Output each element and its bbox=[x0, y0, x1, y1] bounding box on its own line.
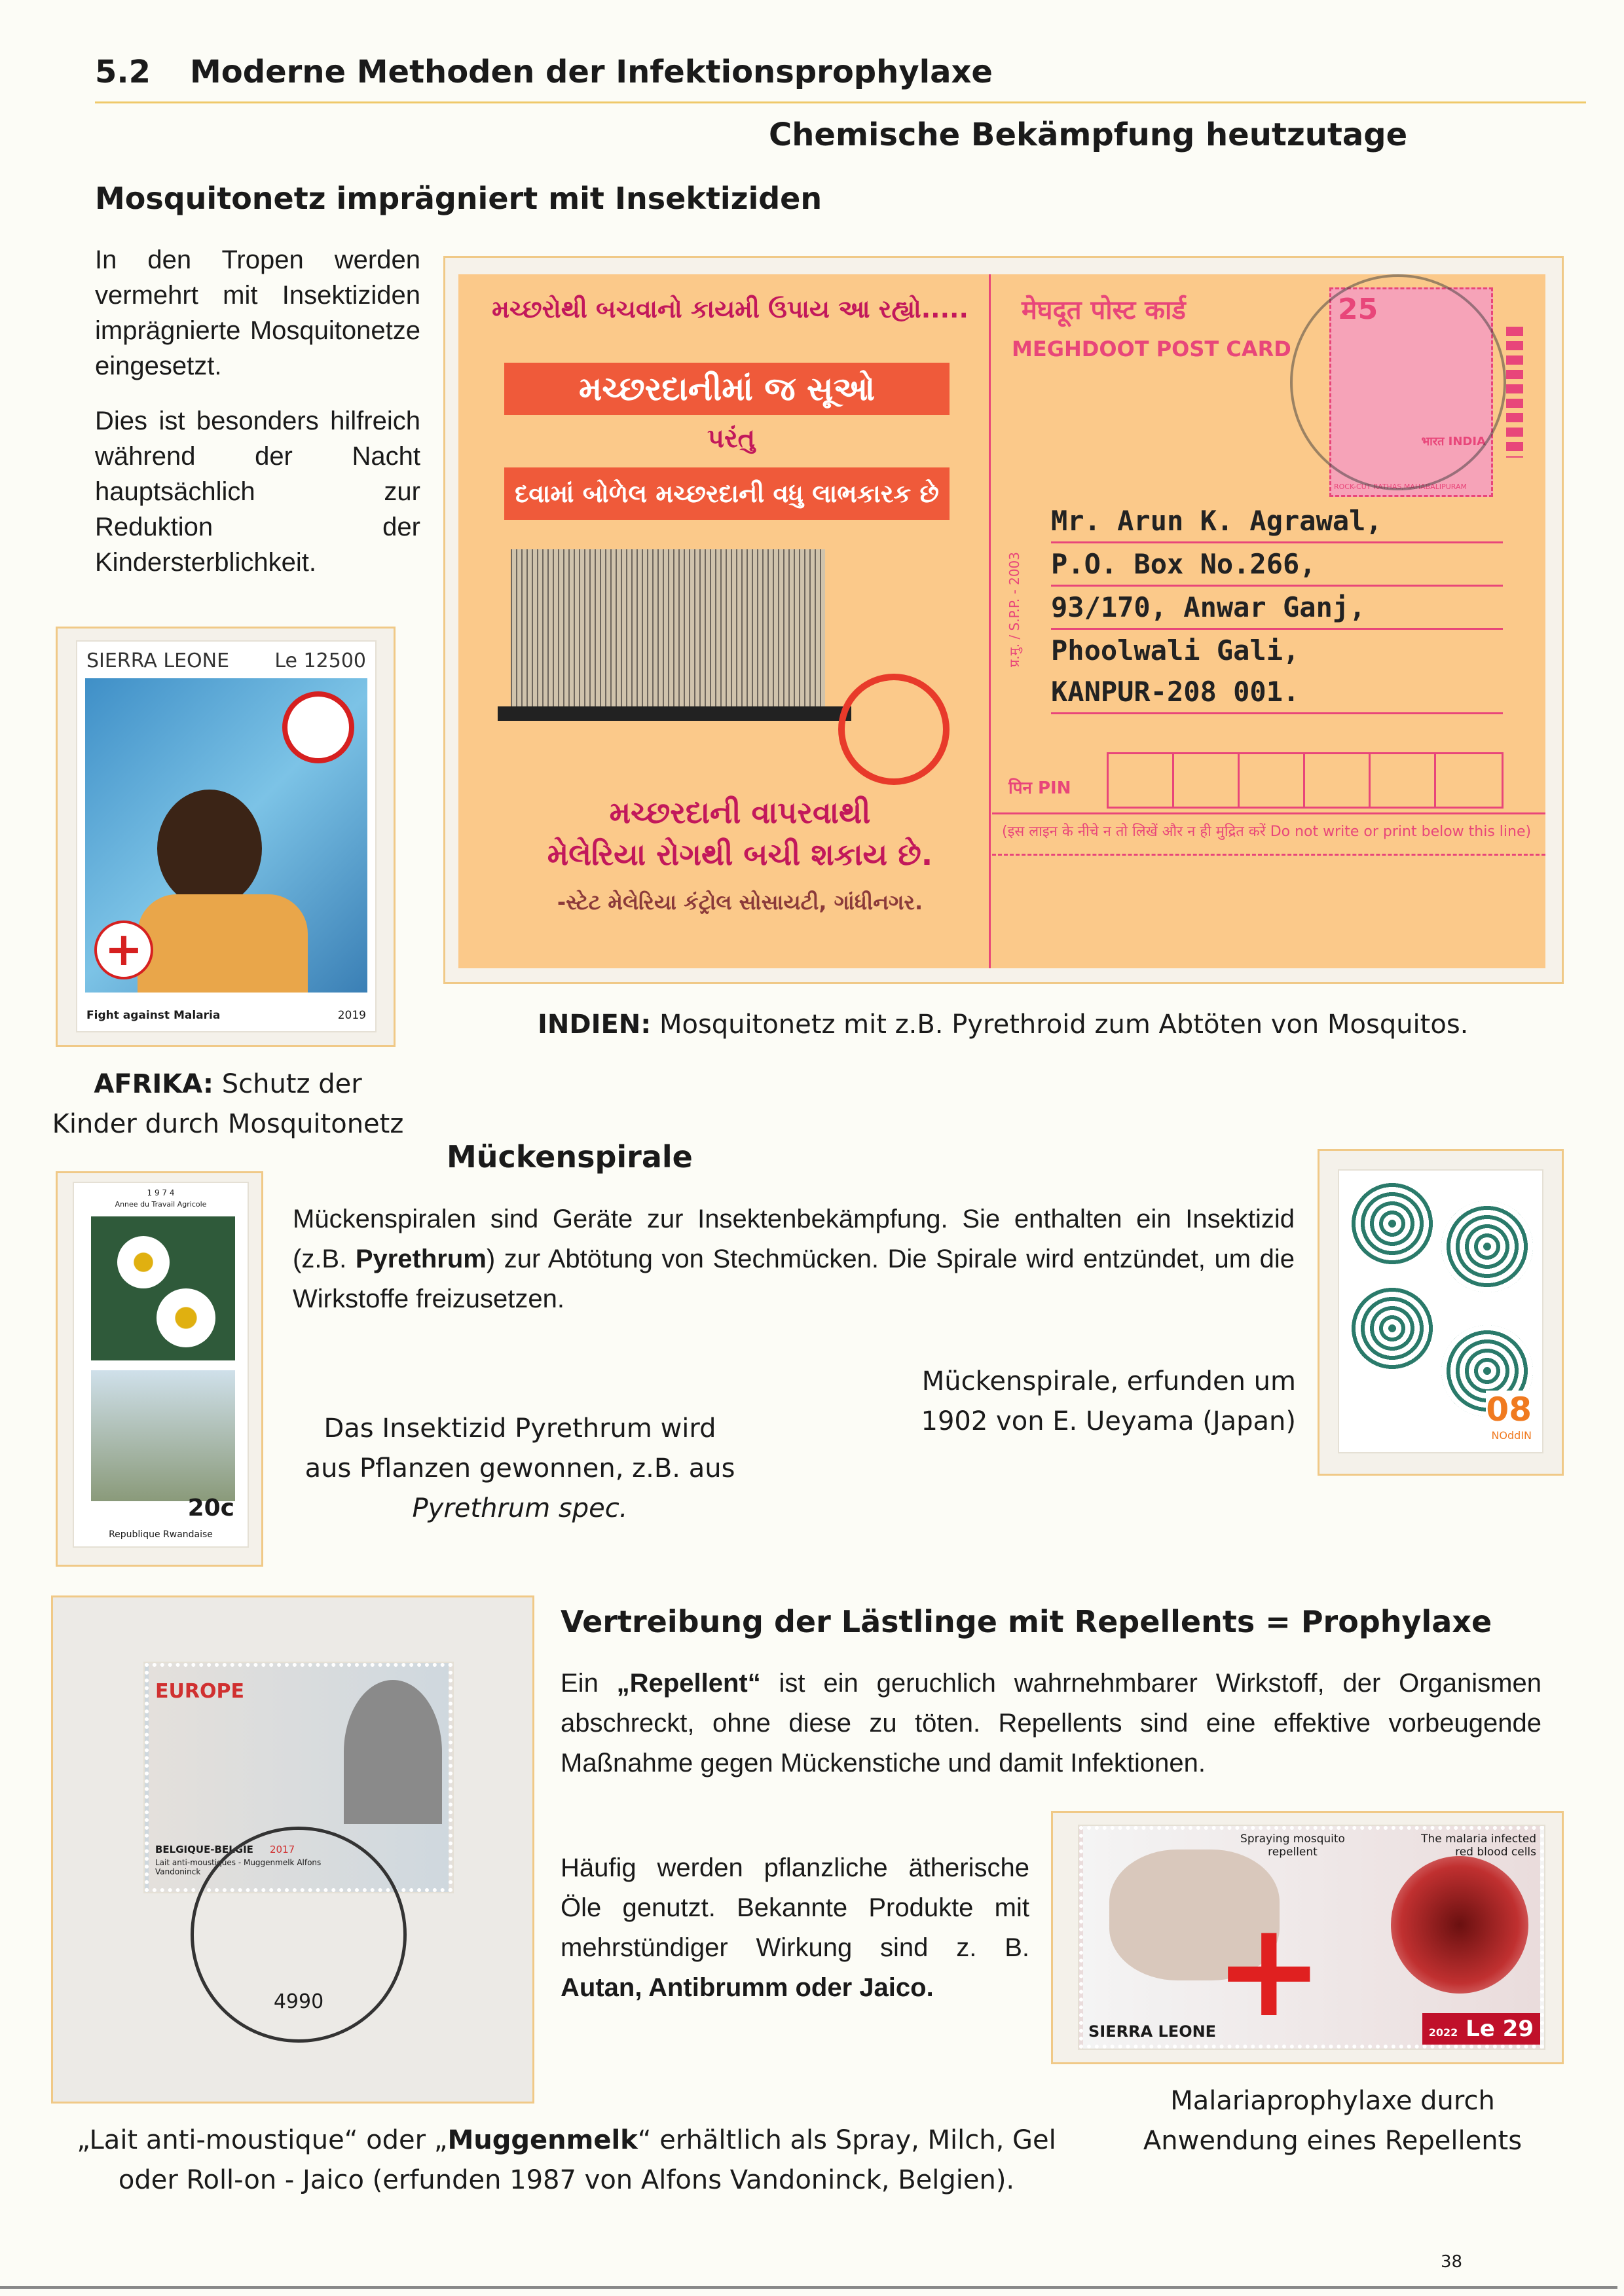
red-cross-icon: + bbox=[94, 920, 153, 979]
stamp-rwanda: 1 9 7 4 Annee du Travail Agricole 20c Republique Rwandaise bbox=[74, 1183, 248, 1546]
net-para-2: Dies ist besonders hilfreich während der Nacht hauptsächlich zur Reduktion der Kindersterblichkeit. bbox=[95, 407, 420, 577]
net-para-1: In den Tropen werden vermehrt mit Insektiziden imprägnierte Mosquitonetze eingesetzt. bbox=[95, 246, 420, 380]
postcard-code: प्र.मु. / S.P.P. - 2003 bbox=[1006, 552, 1022, 667]
stamp-mosquito-coil: 08 NOddIN bbox=[1339, 1171, 1542, 1452]
stamp-sierra-leone-frame bbox=[56, 627, 396, 1047]
page-edge bbox=[0, 2286, 1617, 2289]
red-cross-icon: + bbox=[1214, 1894, 1324, 2047]
imprinted-stamp: 25 भारत INDIA ROCK-CUT RATHAS,MAHABALIPURAM bbox=[1329, 287, 1493, 497]
caption-ueyama: Mückenspirale, erfunden um 1902 von E. Ueyama (Japan) bbox=[921, 1366, 1296, 1436]
no-mosquito-icon bbox=[838, 674, 950, 785]
phosphor-bars bbox=[1506, 327, 1523, 458]
mosquito-net-illustration bbox=[511, 549, 825, 706]
pin-boxes bbox=[1107, 752, 1504, 809]
caption-africa: AFRIKA: Schutz der Kinder durch Mosquitonetz bbox=[52, 1069, 404, 1139]
page-number: 38 bbox=[1441, 2252, 1463, 2272]
pin-label: पिन PIN bbox=[1008, 778, 1071, 798]
stamp-country: SIERRA LEONE bbox=[86, 649, 230, 672]
stamp-picture bbox=[85, 678, 367, 993]
caption-india: INDIEN: Mosquitonetz mit z.B. Pyrethroid zum Abtöten von Mosquitos. bbox=[538, 1010, 1469, 1040]
stamp-japan-frame bbox=[1318, 1149, 1564, 1476]
stamp-sierra-leone bbox=[77, 642, 375, 1031]
repellent-heading: Vertreibung der Lästlinge mit Repellents = Prophylaxe bbox=[561, 1604, 1492, 1639]
harvest-picture bbox=[91, 1370, 235, 1501]
postcard bbox=[458, 274, 1545, 968]
postcard-title: MEGHDOOT POST CARD bbox=[1012, 337, 1291, 361]
caption-pyrethrum: Das Insektizid Pyrethrum wird aus Pflanzen gewonnen, z.B. aus Pyrethrum spec. bbox=[304, 1413, 735, 1523]
net-text-column bbox=[95, 242, 420, 580]
postmark bbox=[1290, 274, 1506, 490]
stamp-belgium: EUROPE BELGIQUE-BELGIE 2017 Lait anti-moustiques - Muggenmelk Alfons Vandoninck bbox=[145, 1663, 452, 1892]
postcard-frame bbox=[443, 256, 1564, 984]
header-rule bbox=[95, 101, 1586, 103]
stamp-year: 2019 bbox=[337, 1009, 366, 1022]
stamp-value: Le 12500 bbox=[274, 649, 366, 672]
postcard-title-hindi: मेघदूत पोस्ट कार्ड bbox=[1022, 295, 1186, 325]
no-mosquito-icon bbox=[282, 691, 354, 763]
postcard-address: Mr. Arun K. Agrawal, P.O. Box No.266, 93/170, Anwar Ganj, Phoolwali Gali, KANPUR-208 001. bbox=[1051, 500, 1503, 714]
coil-para: Mückenspiralen sind Geräte zur Insektenbekämpfung. Sie enthalten ein Insektizid (z.B. Pyrethrum) zur Abtötung von Stechmücken. Die Spirale wird entzündet, um die Wirkstoffe freizusetzen. bbox=[293, 1205, 1295, 1313]
net-heading: Mosquitonetz imprägniert mit Insektiziden bbox=[95, 181, 822, 216]
repellent-para-2: Häufig werden pflanzliche ätherische Öle genutzt. Bekannte Produkte mit mehrstündiger Wirkung sind z. B. Autan, Antibrumm oder Jaico. bbox=[561, 1853, 1029, 2002]
subtitle: Chemische Bekämpfung heutzutage bbox=[769, 117, 1408, 153]
cover-belgium bbox=[51, 1595, 534, 2104]
coil-heading: Mückenspirale bbox=[447, 1139, 693, 1175]
postcard-footer-note: (इस लाइन के नीचे न तो लिखें और न ही मुद्रित करें Do not write or print below this line) bbox=[1002, 824, 1532, 840]
stamp-sierra-leone-2: + Spraying mosquito repellent The malaria infected red blood cells SIERRA LEONE 2022 Le 29 bbox=[1079, 1826, 1544, 2049]
section-number: 5.2 bbox=[95, 54, 151, 90]
stamp-sierra-leone-2-frame bbox=[1051, 1811, 1564, 2064]
stamp-rwanda-frame bbox=[56, 1171, 263, 1567]
postcard-picture-side: મચ્છરોથી બચવાનો કાયમી ઉપાય આ રહ્યો..... મચ્છરદાનીમાં જ સૂઓ પરંતુ દવામાં બોળેલ મચ્છરદાની વધુ લાભકારક છે મચ્છરદાની વાપરવાથી મેલેરિયા રોગથી બચી શકાય છે. -સ્ટેટ મેલેરિયા કંટ્રોલ સોસાયટી, ગાંધીનગર. bbox=[492, 295, 969, 915]
postcard-divider bbox=[989, 274, 991, 968]
caption-malaria: Malariaprophylaxe durch Anwendung eines Repellents bbox=[1143, 2086, 1522, 2156]
stamp-caption: Fight against Malaria bbox=[86, 1009, 221, 1022]
page-title: Moderne Methoden der Infektionsprophylaxe bbox=[190, 54, 993, 90]
postmark: 4990 bbox=[191, 1827, 407, 2043]
daisy-picture bbox=[91, 1216, 235, 1360]
repellent-para-1: Ein „Repellent“ ist ein geruchlich wahrnehmbarer Wirkstoff, der Organismen abschreckt, ohne diese zu töten. Repellents sind eine effektive vorbeugende Maßnahme gegen Mückenstiche und damit Infektionen. bbox=[561, 1669, 1541, 1777]
caption-muggenmelk: „Lait anti-moustique“ oder „Muggenmelk“ erhältlich als Spray, Milch, Gel oder Roll-on - Jaico (erfunden 1987 von Alfons Vandoninck, Belgien). bbox=[77, 2125, 1056, 2195]
